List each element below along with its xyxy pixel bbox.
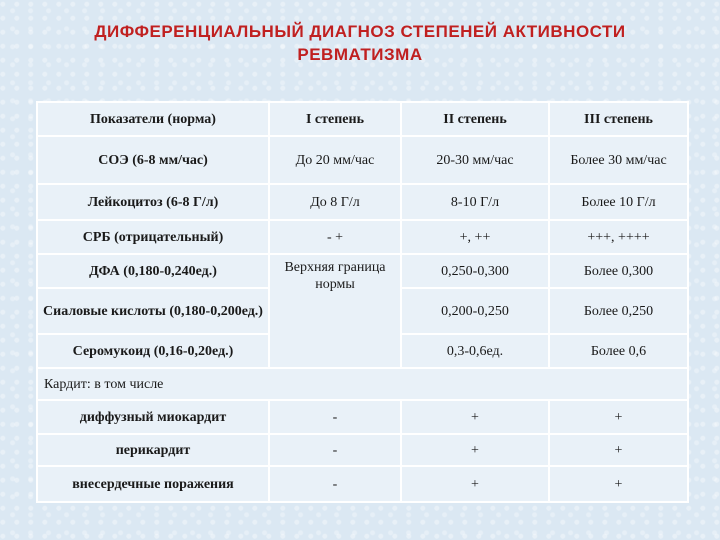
- header-degree-3: III степень: [549, 102, 688, 136]
- cell-degree-2: 8-10 Г/л: [401, 184, 549, 220]
- cell-degree-1: До 8 Г/л: [269, 184, 401, 220]
- merged-cell-degree-1: Верхняя граница нормы: [269, 254, 401, 368]
- cell-degree-1: До 20 мм/час: [269, 136, 401, 184]
- cell-degree-3: Более 30 мм/час: [549, 136, 688, 184]
- row-label: ДФА (0,180-0,240ед.): [37, 254, 269, 288]
- cell-degree-2: +: [401, 466, 549, 502]
- cell-degree-1: -: [269, 400, 401, 434]
- cell-degree-2: 0,250-0,300: [401, 254, 549, 288]
- table-row: [37, 220, 688, 254]
- row-label: диффузный миокардит: [37, 400, 269, 434]
- row-label: СОЭ (6-8 мм/час): [37, 136, 269, 184]
- cell-degree-2: +: [401, 400, 549, 434]
- cell-degree-2: 20-30 мм/час: [401, 136, 549, 184]
- cell-degree-1: - +: [269, 220, 401, 254]
- table-header-row: [37, 102, 688, 136]
- table-row: [37, 466, 688, 502]
- table-row: [37, 184, 688, 220]
- cell-degree-2: +, ++: [401, 220, 549, 254]
- cell-degree-2: 0,3-0,6ед.: [401, 334, 549, 368]
- cell-degree-3: +: [549, 400, 688, 434]
- cell-degree-3: Более 10 Г/л: [549, 184, 688, 220]
- cell-degree-2: +: [401, 434, 549, 466]
- row-label: Сиаловые кислоты (0,180-0,200ед.): [37, 288, 269, 334]
- header-degree-1: I степень: [269, 102, 401, 136]
- cell-degree-1: -: [269, 466, 401, 502]
- header-degree-2: II степень: [401, 102, 549, 136]
- row-label: СРБ (отрицательный): [37, 220, 269, 254]
- row-label: Лейкоцитоз (6-8 Г/л): [37, 184, 269, 220]
- cell-degree-3: +: [549, 434, 688, 466]
- cell-degree-3: +: [549, 466, 688, 502]
- table-row: [37, 254, 688, 288]
- table-row: [37, 136, 688, 184]
- title-line-2: РЕВМАТИЗМА: [297, 45, 423, 64]
- header-indicators: Показатели (норма): [37, 102, 269, 136]
- cell-degree-3: Более 0,300: [549, 254, 688, 288]
- cell-degree-2: 0,200-0,250: [401, 288, 549, 334]
- title-line-1: ДИФФЕРЕНЦИАЛЬНЫЙ ДИАГНОЗ СТЕПЕНЕЙ АКТИВНОСТИ: [94, 22, 626, 41]
- row-label: Серомукоид (0,16-0,20ед.): [37, 334, 269, 368]
- cell-degree-3: Более 0,6: [549, 334, 688, 368]
- row-label: внесердечные поражения: [37, 466, 269, 502]
- table-row-kardit: [37, 368, 688, 400]
- table-row: [37, 434, 688, 466]
- table-row: [37, 400, 688, 434]
- slide-title: [0, 20, 720, 66]
- row-label: перикардит: [37, 434, 269, 466]
- cell-degree-3: Более 0,250: [549, 288, 688, 334]
- cell-degree-3: +++, ++++: [549, 220, 688, 254]
- kardit-label: Кардит: в том числе: [37, 368, 688, 400]
- activity-degrees-table: [36, 101, 689, 503]
- cell-degree-1: -: [269, 434, 401, 466]
